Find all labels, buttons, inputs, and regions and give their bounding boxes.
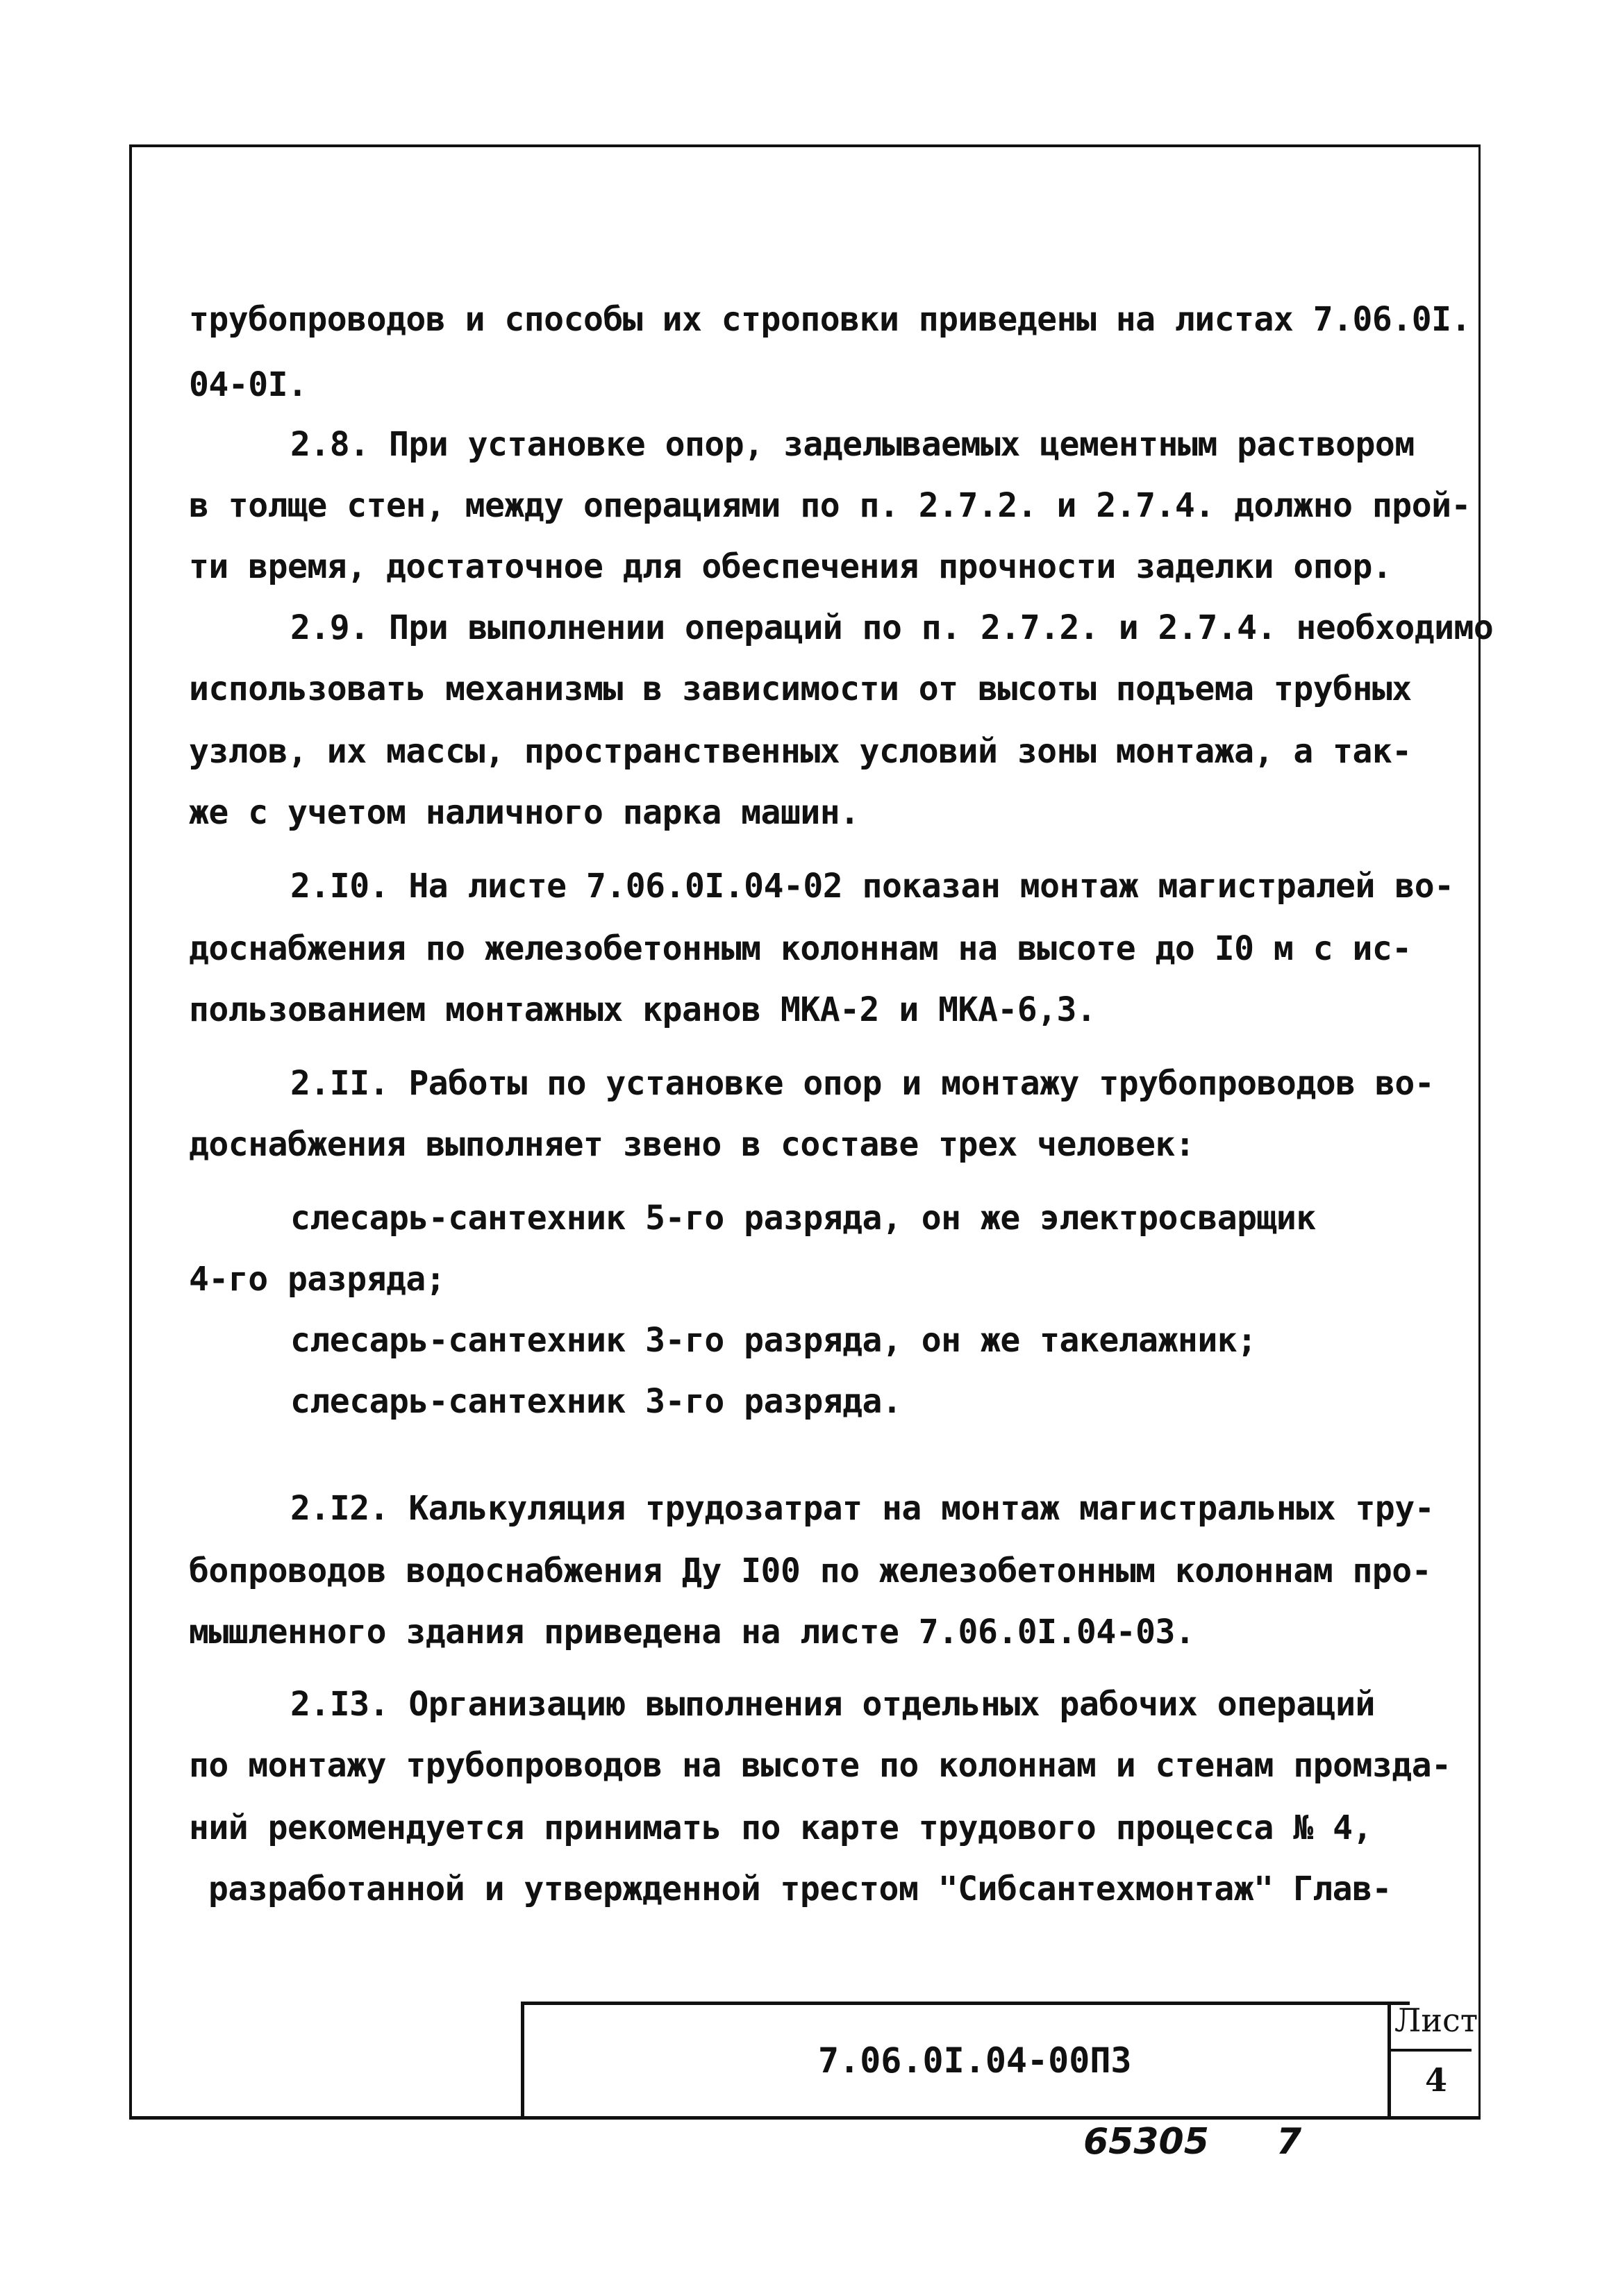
text-line: ний рекомендуется принимать по карте трудового процесса № 4, (189, 1808, 1372, 1847)
text-line: в толще стен, между операциями по п. 2.7.2. и 2.7.4. должно прой- (189, 486, 1471, 525)
text-line: узлов, их массы, пространственных условий зоны монтажа, а так- (189, 732, 1412, 771)
title-block-divider (1388, 2002, 1391, 2120)
text-line: 2.II. Работы по установке опор и монтажу трубопроводов во- (290, 1064, 1435, 1103)
text-line: использовать механизмы в зависимости от высоты подъема трубных (189, 669, 1412, 708)
text-line: 04-0I. (189, 365, 308, 404)
text-line: слесарь-сантехник 5-го разряда, он же электросварщик (290, 1199, 1316, 1238)
text-line: же с учетом наличного парка машин. (189, 793, 860, 832)
text-line: бопроводов водоснабжения Ду I00 по железобетонным колоннам про- (189, 1552, 1432, 1590)
text-line: 2.I3. Организацию выполнения отдельных рабочих операций (290, 1685, 1375, 1724)
text-line: мышленного здания приведена на листе 7.06.0I.04-03. (189, 1613, 1195, 1652)
text-line: доснабжения выполняет звено в составе трех человек: (189, 1125, 1195, 1164)
sheet-divider (1391, 2049, 1472, 2052)
text-line: слесарь-сантехник 3-го разряда, он же такелажник; (290, 1321, 1257, 1360)
sheet-number: 4 (1425, 2061, 1448, 2099)
text-line: разработанной и утвержденной трестом "Сибсантехмонтаж" Глав- (208, 1870, 1392, 1908)
text-line: 4-го разряда; (189, 1260, 446, 1299)
text-line: 2.9. При выполнении операций по п. 2.7.2. и 2.7.4. необходимо (290, 608, 1494, 647)
text-line: доснабжения по железобетонным колоннам на высоте до I0 м с ис- (189, 929, 1412, 968)
document-code: 7.06.0I.04-00ПЗ (818, 2040, 1132, 2081)
text-line: трубопроводов и способы их строповки приведены на листах 7.06.0I. (189, 300, 1471, 339)
handwritten-page-number: 7 (1276, 2121, 1302, 2163)
sheet-label: Лист (1394, 2002, 1478, 2039)
text-line: 2.I0. На листе 7.06.0I.04-02 показан монтаж магистралей во- (290, 867, 1454, 906)
text-line: слесарь-сантехник 3-го разряда. (290, 1382, 902, 1421)
text-line: по монтажу трубопроводов на высоте по колоннам и стенам промзда- (189, 1746, 1451, 1785)
text-line: ти время, достаточное для обеспечения прочности заделки опор. (189, 547, 1392, 586)
archive-number: 65305 (1083, 2121, 1209, 2163)
text-line: пользованием монтажных кранов МКА-2 и МКА-6,3. (189, 990, 1097, 1029)
text-line: 2.I2. Калькуляция трудозатрат на монтаж магистральных тру- (290, 1489, 1435, 1528)
text-line: 2.8. При установке опор, заделываемых цементным раствором (290, 425, 1415, 464)
